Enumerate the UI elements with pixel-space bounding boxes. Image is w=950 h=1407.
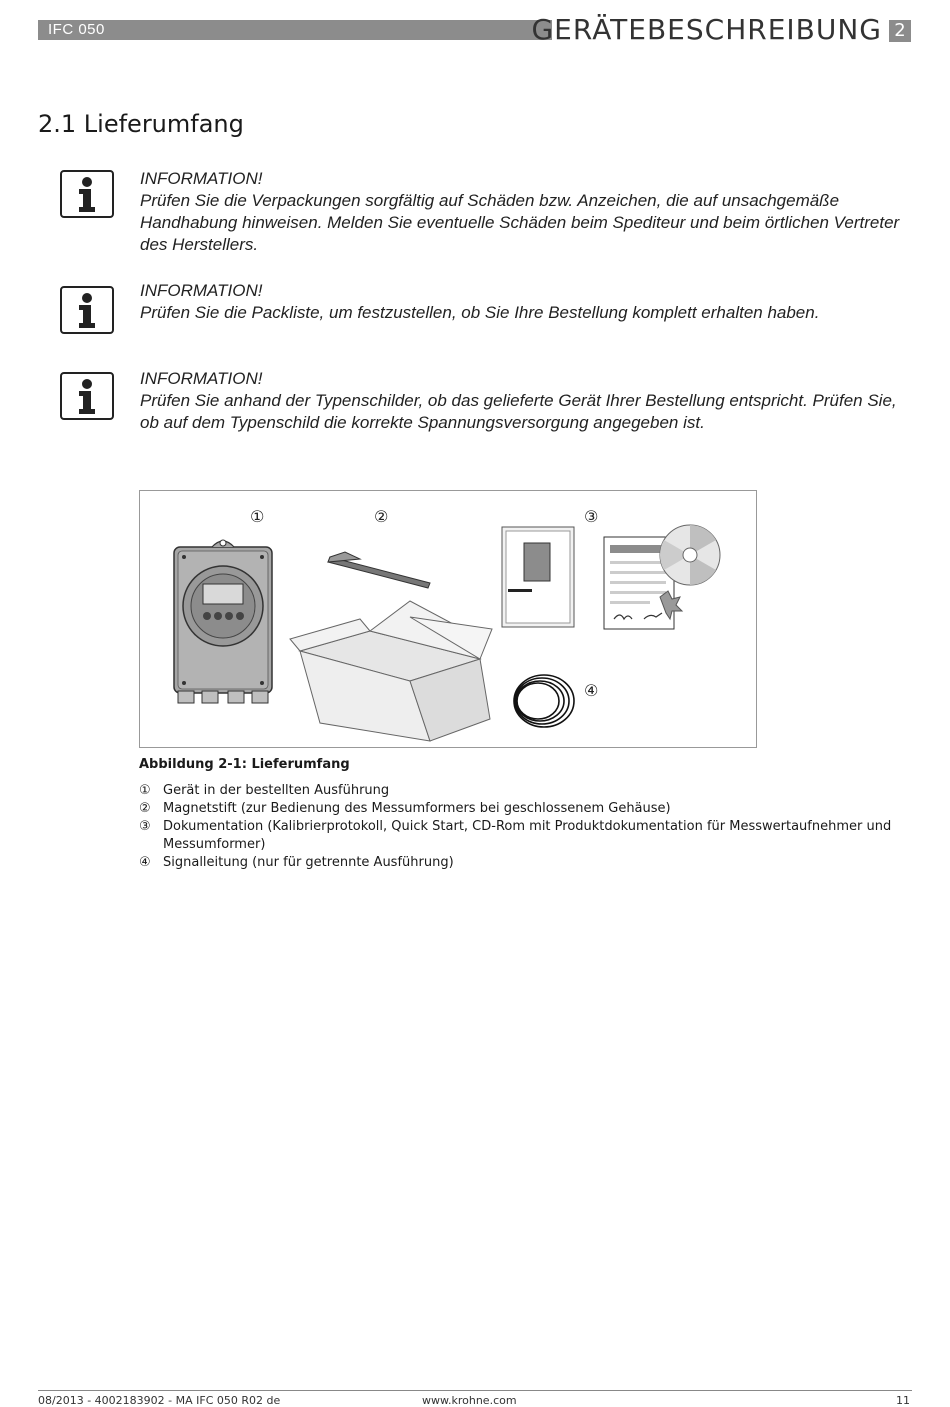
device-housing-icon xyxy=(174,540,272,703)
cd-rom-icon xyxy=(660,525,720,585)
info-heading: INFORMATION! xyxy=(140,169,263,188)
magnet-pen-icon xyxy=(328,552,430,588)
legend-text: Dokumentation (Kalibrierprotokoll, Quick Start, CD-Rom mit Produktdokumentation für Messwertaufnehmer und Messumformer) xyxy=(163,819,892,852)
info-icon xyxy=(60,170,114,218)
legend-number: ③ xyxy=(139,819,151,834)
info-icon xyxy=(60,372,114,420)
figure-scope-of-delivery xyxy=(139,490,757,748)
info-text xyxy=(140,280,900,324)
legend-item xyxy=(139,782,919,800)
legend-text: Gerät in der bestellten Ausführung xyxy=(163,783,390,798)
info-text xyxy=(140,368,900,434)
packaging-box-icon xyxy=(290,601,492,741)
signal-cable-icon xyxy=(514,675,574,727)
figure-legend xyxy=(139,782,919,872)
header-chapter-number: 2 xyxy=(889,20,911,42)
callout-4: ④ xyxy=(584,681,599,700)
legend-number: ① xyxy=(139,783,151,798)
footer-page-number: 11 xyxy=(896,1394,910,1407)
figure-caption: Abbildung 2-1: Lieferumfang xyxy=(139,757,350,772)
legend-item xyxy=(139,854,919,872)
info-body: Prüfen Sie die Packliste, um festzustellen, ob Sie Ihre Bestellung komplett erhalten haben. xyxy=(140,303,820,322)
quickstart-document-icon xyxy=(502,527,574,627)
info-icon xyxy=(60,286,114,334)
legend-number: ④ xyxy=(139,855,151,870)
info-body: Prüfen Sie die Verpackungen sorgfältig auf Schäden bzw. Anzeichen, die auf unsachgemäße Handhabung hinweisen. Melden Sie eventuelle Schäden beim Spediteur und beim örtlichen Vertreter des Herstellers. xyxy=(140,191,900,254)
header-bar xyxy=(38,20,552,40)
header-chapter-title: GERÄTEBESCHREIBUNG xyxy=(531,13,882,46)
info-body: Prüfen Sie anhand der Typenschilder, ob das gelieferte Gerät Ihrer Bestellung entspricht. Prüfen Sie, ob auf dem Typenschild die korrekte Spannungsversorgung angegeben ist. xyxy=(140,391,897,432)
section-title: 2.1 Lieferumfang xyxy=(38,110,244,138)
info-heading: INFORMATION! xyxy=(140,369,263,388)
callout-3: ③ xyxy=(584,507,599,526)
info-block-2 xyxy=(60,280,900,340)
legend-item xyxy=(139,818,919,854)
info-heading: INFORMATION! xyxy=(140,281,263,300)
legend-number: ② xyxy=(139,801,151,816)
footer-website[interactable]: www.krohne.com xyxy=(422,1394,517,1407)
legend-item xyxy=(139,800,919,818)
info-block-1 xyxy=(60,168,900,254)
info-block-3 xyxy=(60,368,900,438)
callout-2: ② xyxy=(374,507,389,526)
legend-text: Signalleitung (nur für getrennte Ausführung) xyxy=(163,855,454,870)
header-product-name: IFC 050 xyxy=(48,21,105,38)
info-text xyxy=(140,168,900,256)
footer-doc-reference: 08/2013 - 4002183902 - MA IFC 050 R02 de xyxy=(38,1394,281,1407)
figure-illustration xyxy=(140,491,756,747)
legend-text: Magnetstift (zur Bedienung des Messumformers bei geschlossenem Gehäuse) xyxy=(163,801,671,816)
footer-divider xyxy=(38,1390,912,1391)
callout-1: ① xyxy=(250,507,265,526)
